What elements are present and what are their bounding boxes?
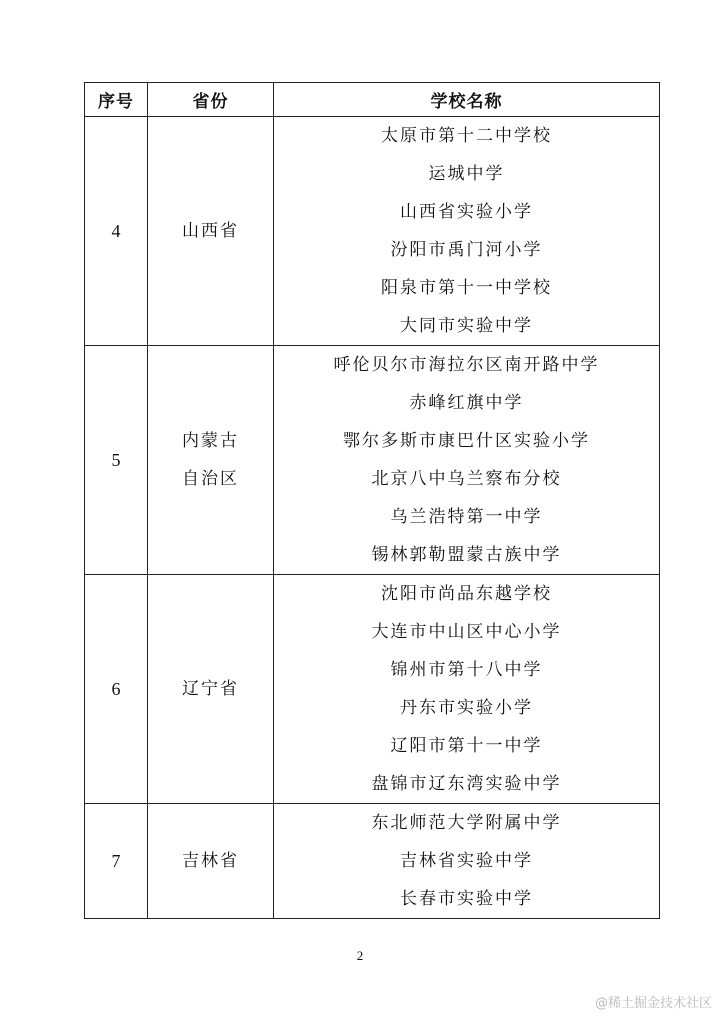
school-name: 锦州市第十八中学 — [390, 660, 543, 680]
school-list-cell — [274, 575, 660, 804]
table-row — [85, 575, 660, 804]
school-name: 丹东市实验小学 — [400, 698, 533, 718]
province-cell — [148, 804, 274, 919]
province-name: 吉林省 — [182, 851, 239, 871]
province-cell — [148, 575, 274, 804]
school-name: 赤峰红旗中学 — [409, 393, 524, 413]
school-name: 汾阳市禹门河小学 — [390, 240, 543, 260]
school-name: 辽阳市第十一中学 — [390, 736, 543, 756]
table-row — [85, 804, 660, 919]
province-cell — [148, 346, 274, 575]
school-name: 长春市实验中学 — [400, 889, 533, 909]
province-name: 山西省 — [182, 221, 239, 241]
province-cell — [148, 117, 274, 346]
header-seq: 序号 — [85, 83, 148, 117]
seq-cell: 7 — [85, 804, 148, 919]
watermark-text: @稀土掘金技术社区 — [594, 996, 712, 1011]
table-row — [85, 346, 660, 575]
school-list-cell — [274, 346, 660, 575]
province-name: 自治区 — [182, 469, 239, 489]
school-list-cell — [274, 117, 660, 346]
school-name: 吉林省实验中学 — [400, 851, 533, 871]
seq-cell: 5 — [85, 346, 148, 575]
page-number: 2 — [356, 948, 364, 963]
school-name: 北京八中乌兰察布分校 — [371, 469, 562, 489]
school-list-table — [84, 82, 660, 919]
school-name: 沈阳市尚品东越学校 — [381, 584, 552, 604]
header-school-name: 学校名称 — [274, 83, 660, 117]
school-name: 运城中学 — [428, 164, 505, 184]
school-name: 大同市实验中学 — [400, 316, 533, 336]
school-name: 太原市第十二中学校 — [381, 126, 552, 146]
school-name: 阳泉市第十一中学校 — [381, 278, 552, 298]
table-header-row — [85, 83, 660, 117]
school-list-cell — [274, 804, 660, 919]
school-name: 呼伦贝尔市海拉尔区南开路中学 — [333, 355, 600, 375]
seq-cell: 6 — [85, 575, 148, 804]
school-name: 盘锦市辽东湾实验中学 — [371, 774, 562, 794]
school-name: 东北师范大学附属中学 — [371, 813, 562, 833]
school-name: 锡林郭勒盟蒙古族中学 — [371, 545, 562, 565]
seq-cell: 4 — [85, 117, 148, 346]
school-name: 山西省实验小学 — [400, 202, 533, 222]
header-province: 省份 — [148, 83, 274, 117]
school-name: 大连市中山区中心小学 — [371, 622, 562, 642]
table-row — [85, 117, 660, 346]
province-name: 内蒙古 — [182, 431, 239, 451]
school-name: 乌兰浩特第一中学 — [390, 507, 543, 527]
province-name: 辽宁省 — [182, 679, 239, 699]
school-name: 鄂尔多斯市康巴什区实验小学 — [343, 431, 590, 451]
